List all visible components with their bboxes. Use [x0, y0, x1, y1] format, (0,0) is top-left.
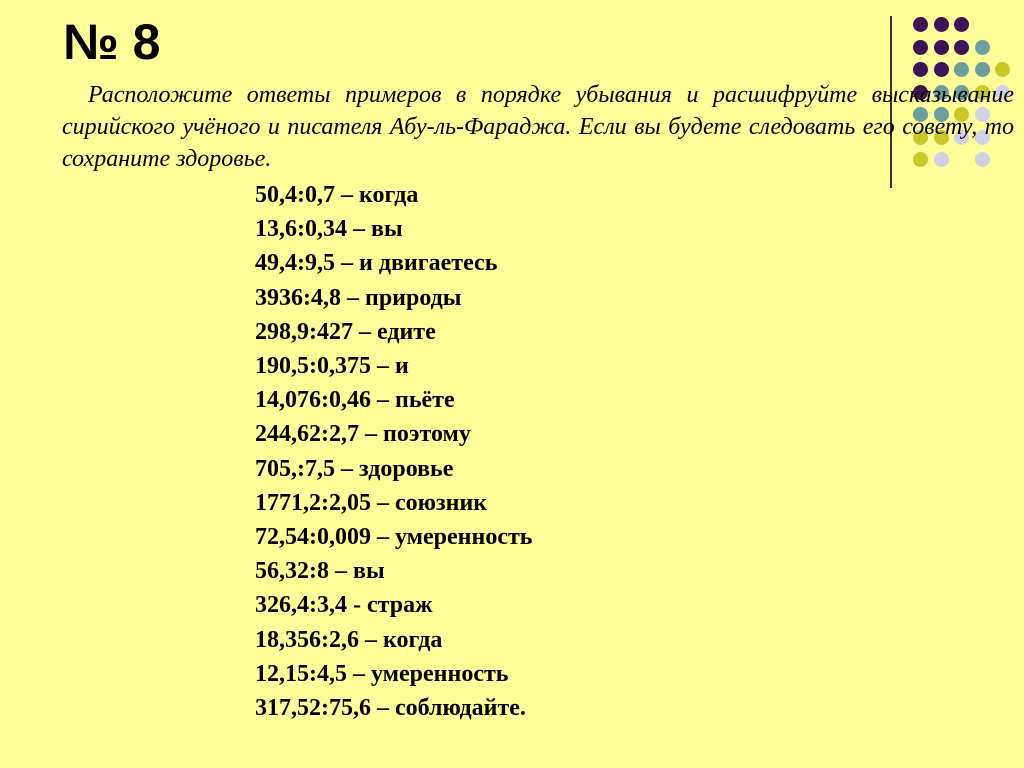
slide-title: № 8: [63, 14, 161, 70]
example-item: 56,32:8 – вы: [255, 558, 385, 585]
decorative-dot: [975, 62, 990, 77]
example-item: 190,5:0,375 – и: [255, 353, 409, 380]
example-item: 50,4:0,7 – когда: [255, 182, 419, 208]
decorative-dot: [934, 62, 949, 77]
example-item: 14,076:0,46 – пьёте: [255, 387, 455, 414]
decorative-dot: [913, 40, 928, 55]
decorative-dot: [913, 17, 928, 32]
example-item: 72,54:0,009 – умеренность: [255, 524, 533, 551]
examples-list: [255, 178, 532, 725]
decorative-dot: [913, 62, 928, 77]
decorative-dot: [995, 62, 1010, 77]
decorative-dot: [934, 40, 949, 55]
example-item: 705,:7,5 – здоровье: [255, 455, 454, 482]
example-item: 12,15:4,5 – умеренность: [255, 660, 509, 687]
decorative-dot: [975, 40, 990, 55]
example-item: 326,4:3,4 - страж: [255, 592, 433, 619]
decorative-dot: [954, 62, 969, 77]
example-item: 13,6:0,34 – вы: [255, 216, 403, 243]
example-item: 18,356:2,6 – когда: [255, 626, 443, 653]
decorative-dot: [954, 40, 969, 55]
example-item: 1771,2:2,05 – союзник: [255, 489, 488, 516]
example-item: 298,9:427 – едите: [255, 318, 436, 345]
example-item: 49,4:9,5 – и двигаетесь: [255, 250, 498, 277]
decorative-dot: [934, 17, 949, 32]
example-item: 3936:4,8 – природы: [255, 284, 462, 311]
decorative-dot: [954, 17, 969, 32]
task-instructions: Расположите ответы примеров в порядке убывания и расшифруйте высказывание сирийского учёного и писателя Абу-ль-Фараджа. Если вы будете следовать его совету, то сохраните здоровье.: [62, 82, 1014, 172]
example-item: 317,52:75,6 – соблюдайте.: [255, 695, 526, 722]
example-item: 244,62:2,7 – поэтому: [255, 421, 471, 448]
